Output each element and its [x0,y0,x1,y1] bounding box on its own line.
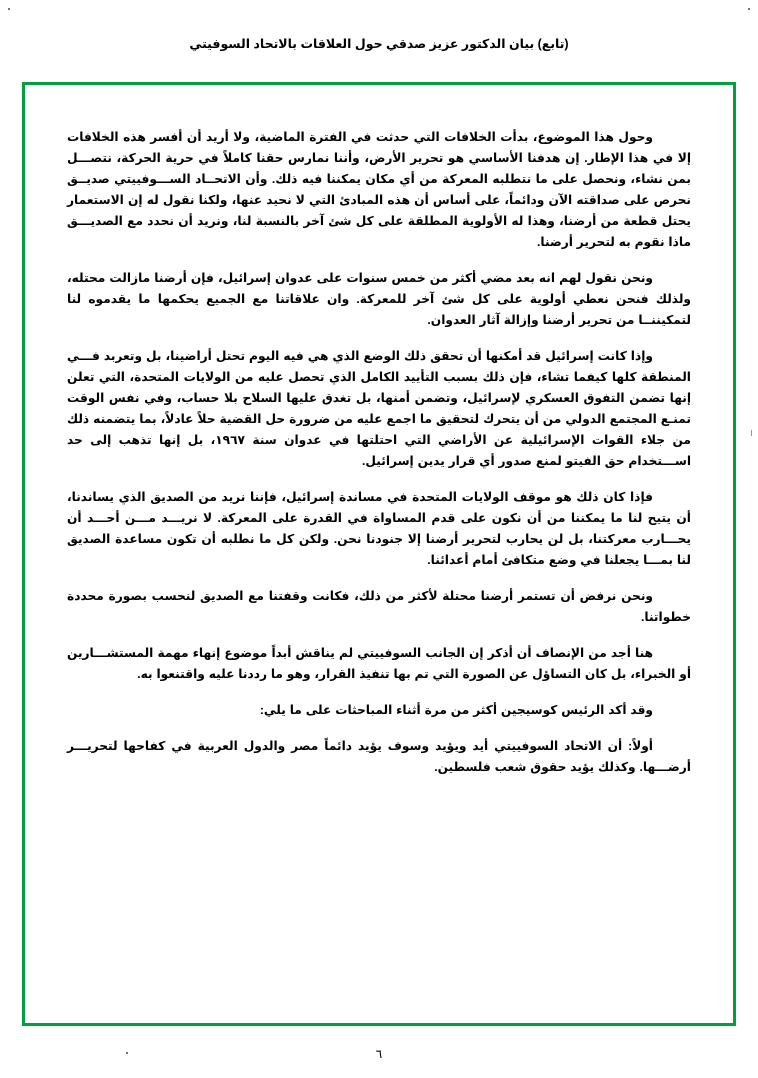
scan-artifact-dot [748,8,750,10]
paragraph: ونحن نرفض أن تستمر أرضنا محتلة لأكثر من ذلك، فكانت وقفتنا مع الصديق لنحسب بصورة محددة خطواتنا. [67,588,691,624]
page-number: ٦ [375,1047,383,1061]
paragraph: وقد أكد الرئيس كوسيجين أكثر من مرة أثناء المباحثات على ما يلي: [259,702,653,717]
document-body [25,85,733,1023]
paragraph: أولاً: أن الاتحاد السوفييتي أيد ويؤيد وسوف يؤيد دائماً مصر والدول العربية في كفاحها لتحريـــر أرضـــها. وكذلك يؤيد حقوق شعب فلسطين. [67,738,691,774]
scan-artifact-dot [8,8,10,10]
paragraph: وإذا كانت إسرائيل قد أمكنها أن تحقق ذلك الوضع الذي هي فيه اليوم تحتل أراضينا، بل وتعربد فـــي المنطقة كلها كيفما تشاء، فإن ذلك بسبب التأييد الكامل الذي تحصل عليه من الولايات المتحدة، التي تعلن إنها تضمن التفوق العسكري لإسرائيل، وتضمن أمنها، بل تغدق عليها السلاح بلا حساب، وفي نفس الوقت تمنـع المجتمع الدولي من أن يتحرك لتحقيق ما اجمع عليه من ضرورة حل القضية حلاً عادلاً، بما يتضمنه ذلك من جلاء القوات الإسرائيلية عن الأراضي التي احتلتها في عدوان سنة ١٩٦٧، بل إنها تذهب إلى حد اســـتخدام حق الفيتو لمنع صدور أي قرار يدين إسرائيل. [67,348,691,468]
paragraph: وحول هذا الموضوع، بدأت الخلافات التي حدثت في الفترة الماضية، ولا أريد أن أفسر هذه الخلافات إلا في هذا الإطار. إن هدفنا الأساسي هو تحرير الأرض، وأننا نمارس حقنا كاملاً في حرية الحركة، نتصـــل بمن نشاء، ونحصل على ما نتطلبه المعركة من أي مكان يمكننا فيه ذلك. وأن الاتحــاد الســـوفييتي صديــق نحرص على صداقته الآن ودائماً، على أساس أن هذه المبادئ التي لا نحيد عنها، ولكنا نقول له إن الاستعمار يحتل قطعة من أرضنا، وهذا له الأولوية المطلقة على كل شئ آخر بالنسبة لنا، ونريد أن نحدد مع الصديـــق ماذا نقوم به لتحرير أرضنا. [67,130,691,249]
page-title: (تابع) بيان الدكتور عزيز صدقي حول العلاقات بالاتحاد السوفيتي [189,37,569,51]
paragraph: هنا أجد من الإنصاف أن أذكر إن الجانب السوفييتي لم يناقش أبداً موضوع إنهاء مهمة المستشـــارين أو الخبراء، بل كان التساؤل عن الصورة التي تم بها تنفيذ القرار، وهو ما رددنا عليه واقتنعوا به. [67,645,691,681]
paragraph: ونحن نقول لهم انه بعد مضي أكثر من خمس سنوات على عدوان إسرائيل، فإن أرضنا مازالت محتله، ولذلك فنحن نعطي أولوية على كل شئ آخر للمعركة. وان علاقاتنا مع الجميع يحكمها ما يقدموه لنا لتمكيننــا من تحرير أرضنا وإزالة آثار العدوان. [67,270,691,327]
paragraph: فإذا كان ذلك هو موقف الولايات المتحدة في مساندة إسرائيل، فإننا نريد من الصديق الذي يساندنا، أن يتيح لنا ما يمكننا من أن نكون على قدم المساواة في القدرة على المعركة. لا نريـــد مـــن أحـــد أن يحـــارب معركتنا، بل لن يحارب لتحرير أرضنا إلا جنودنا نحن. ولكن كل ما نطلبه أن تكون مساعدة الصديق لنا بمـــا يجعلنا في وضع متكافئ أمام أعدائنا. [67,489,691,567]
scan-artifact-mark [751,430,752,436]
scan-artifact-dot [126,1052,128,1054]
content-frame [22,82,736,1026]
